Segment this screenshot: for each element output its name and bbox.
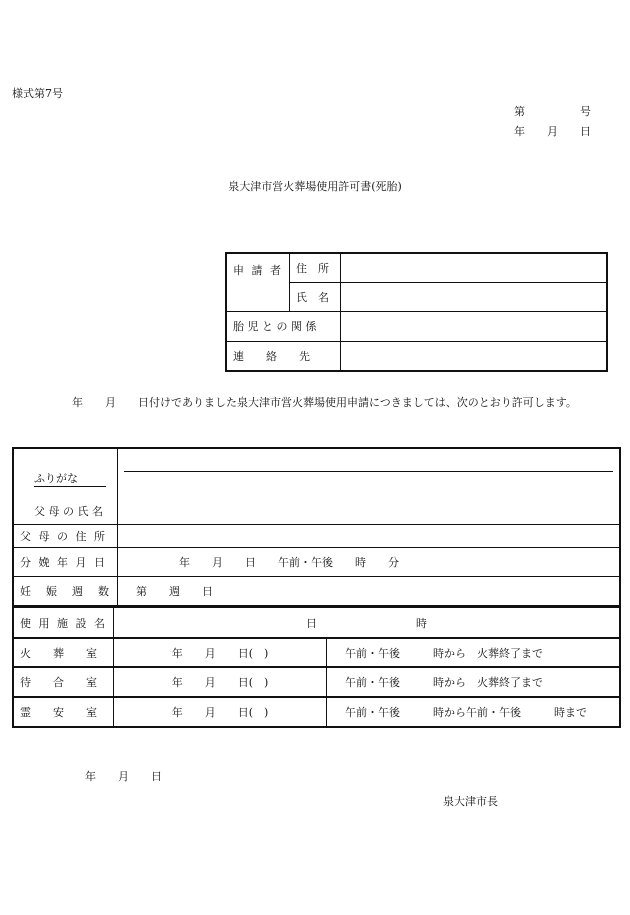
parents-name-field[interactable]	[118, 448, 621, 525]
document-number: 第 号	[514, 105, 591, 118]
applicant-table	[225, 252, 608, 372]
document-date: 年 月 日	[514, 125, 591, 138]
facility-name: 待 合 室	[13, 667, 114, 697]
facility-time[interactable]: 午前・午後 時から 火葬終了まで	[327, 638, 621, 667]
delivery-date-field[interactable]: 年 月 日 午前・午後 時 分	[118, 548, 621, 577]
facility-name: 火 葬 室	[13, 638, 114, 667]
parents-address-label: 父 母 の 住 所	[13, 525, 118, 548]
facility-time[interactable]: 午前・午後 時から午前・午後 時まで	[327, 697, 621, 727]
parents-address-field[interactable]	[118, 525, 621, 548]
facility-time[interactable]: 午前・午後 時から 火葬終了まで	[327, 667, 621, 697]
datetime-header: 日 時	[114, 607, 621, 638]
fetus-table	[12, 447, 621, 607]
gestation-field[interactable]: 第 週 日	[118, 577, 621, 606]
contact-label: 連 絡 先	[226, 341, 341, 371]
applicant-label: 申 請 者	[226, 253, 290, 311]
page-title: 泉大津市営火葬場使用許可書(死胎)	[228, 180, 402, 193]
relation-label: 胎 児 と の 関 係	[226, 311, 341, 341]
permit-statement: 年 月 日付けでありました泉大津市営火葬場使用申請につきましては、次のとおり許可します。	[72, 396, 577, 409]
address-field[interactable]	[341, 253, 608, 282]
form-number: 様式第7号	[12, 87, 63, 100]
parents-name-label: 父 母 の 氏 名	[34, 505, 103, 518]
facility-name: 霊 安 室	[13, 697, 114, 727]
facility-table	[12, 606, 621, 728]
name-field[interactable]	[341, 282, 608, 311]
facility-date[interactable]: 年 月 日( )	[114, 667, 327, 697]
address-label: 住 所	[290, 253, 341, 282]
gestation-label: 妊 娠 週 数	[13, 577, 118, 606]
facility-header: 使 用 施 設 名	[13, 607, 114, 638]
furigana-line	[124, 457, 613, 472]
issuer: 泉大津市長	[443, 795, 498, 808]
facility-date[interactable]: 年 月 日( )	[114, 697, 327, 727]
relation-field[interactable]	[341, 311, 608, 341]
delivery-date-label: 分 娩 年 月 日	[13, 548, 118, 577]
name-label: 氏 名	[290, 282, 341, 311]
contact-field[interactable]	[341, 341, 608, 371]
issue-date: 年 月 日	[85, 770, 162, 783]
facility-date[interactable]: 年 月 日( )	[114, 638, 327, 667]
furigana-label: ふりがな	[34, 470, 106, 487]
